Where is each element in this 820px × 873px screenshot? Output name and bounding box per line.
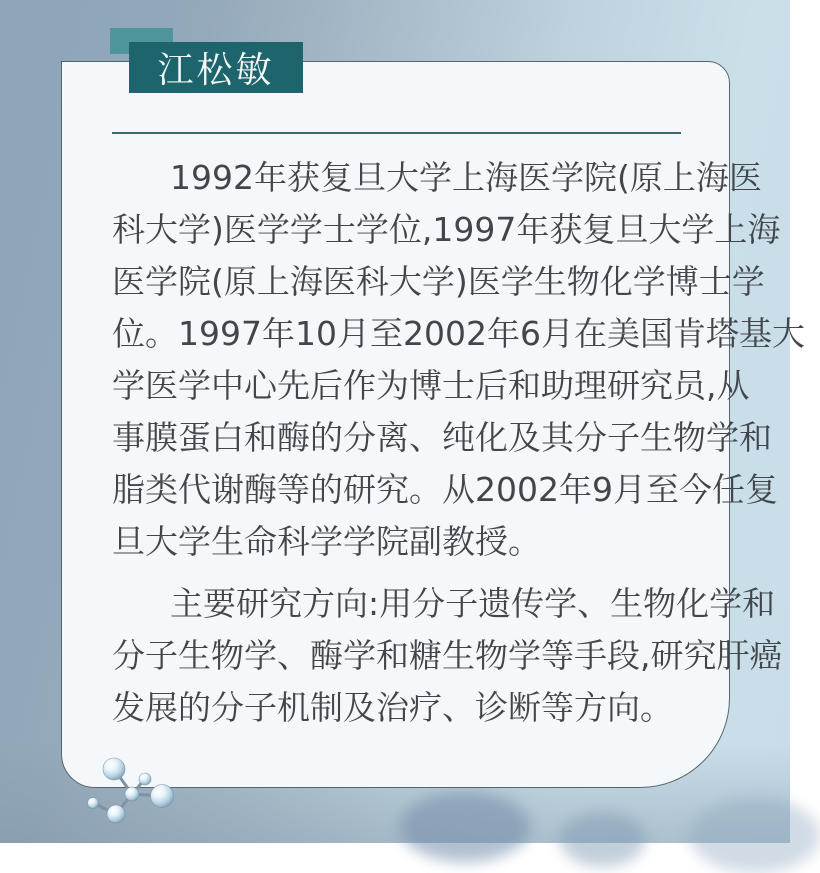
bio-paragraph bbox=[112, 152, 805, 568]
molecule-atom bbox=[103, 758, 125, 780]
molecule-atom bbox=[139, 773, 151, 785]
bio-line: 医学院(原上海医科大学)医学生物化学博士学 bbox=[112, 262, 765, 301]
bio-line: 旦大学生命科学学院副教授。 bbox=[112, 522, 541, 561]
bio-line: 发展的分子机制及治疗、诊断等方向。 bbox=[112, 688, 673, 727]
header-divider bbox=[112, 132, 681, 134]
bio-paragraph bbox=[112, 578, 783, 734]
molecule-atom bbox=[107, 805, 125, 823]
bio-line: 分子生物学、酶学和糖生物学等手段,研究肝癌 bbox=[112, 636, 783, 675]
molecule-atom bbox=[151, 785, 174, 808]
background-blur-blob bbox=[690, 798, 820, 873]
bio-line: 脂类代谢酶等的研究。从2002年9月至今任复 bbox=[112, 470, 778, 509]
molecule-atom bbox=[88, 798, 99, 809]
bio-line: 主要研究方向:用分子遗传学、生物化学和 bbox=[170, 584, 776, 623]
bio-line: 1992年获复旦大学上海医学院(原上海医 bbox=[170, 158, 762, 197]
bio-line: 位。1997年10月至2002年6月在美国肯塔基大 bbox=[112, 314, 805, 353]
molecule-atom bbox=[125, 787, 139, 801]
person-name: 江松敏 bbox=[157, 50, 275, 91]
background-blur-blob bbox=[400, 792, 530, 862]
biography-text bbox=[112, 152, 805, 734]
name-tab bbox=[129, 42, 303, 93]
bio-line: 学医学中心先后作为博士后和助理研究员,从 bbox=[112, 366, 750, 405]
background-blur-blob bbox=[560, 812, 645, 867]
bio-line: 科大学)医学学士学位,1997年获复旦大学上海 bbox=[112, 210, 781, 249]
molecule-decoration bbox=[80, 750, 182, 832]
bio-line: 事膜蛋白和酶的分离、纯化及其分子生物学和 bbox=[112, 418, 772, 457]
